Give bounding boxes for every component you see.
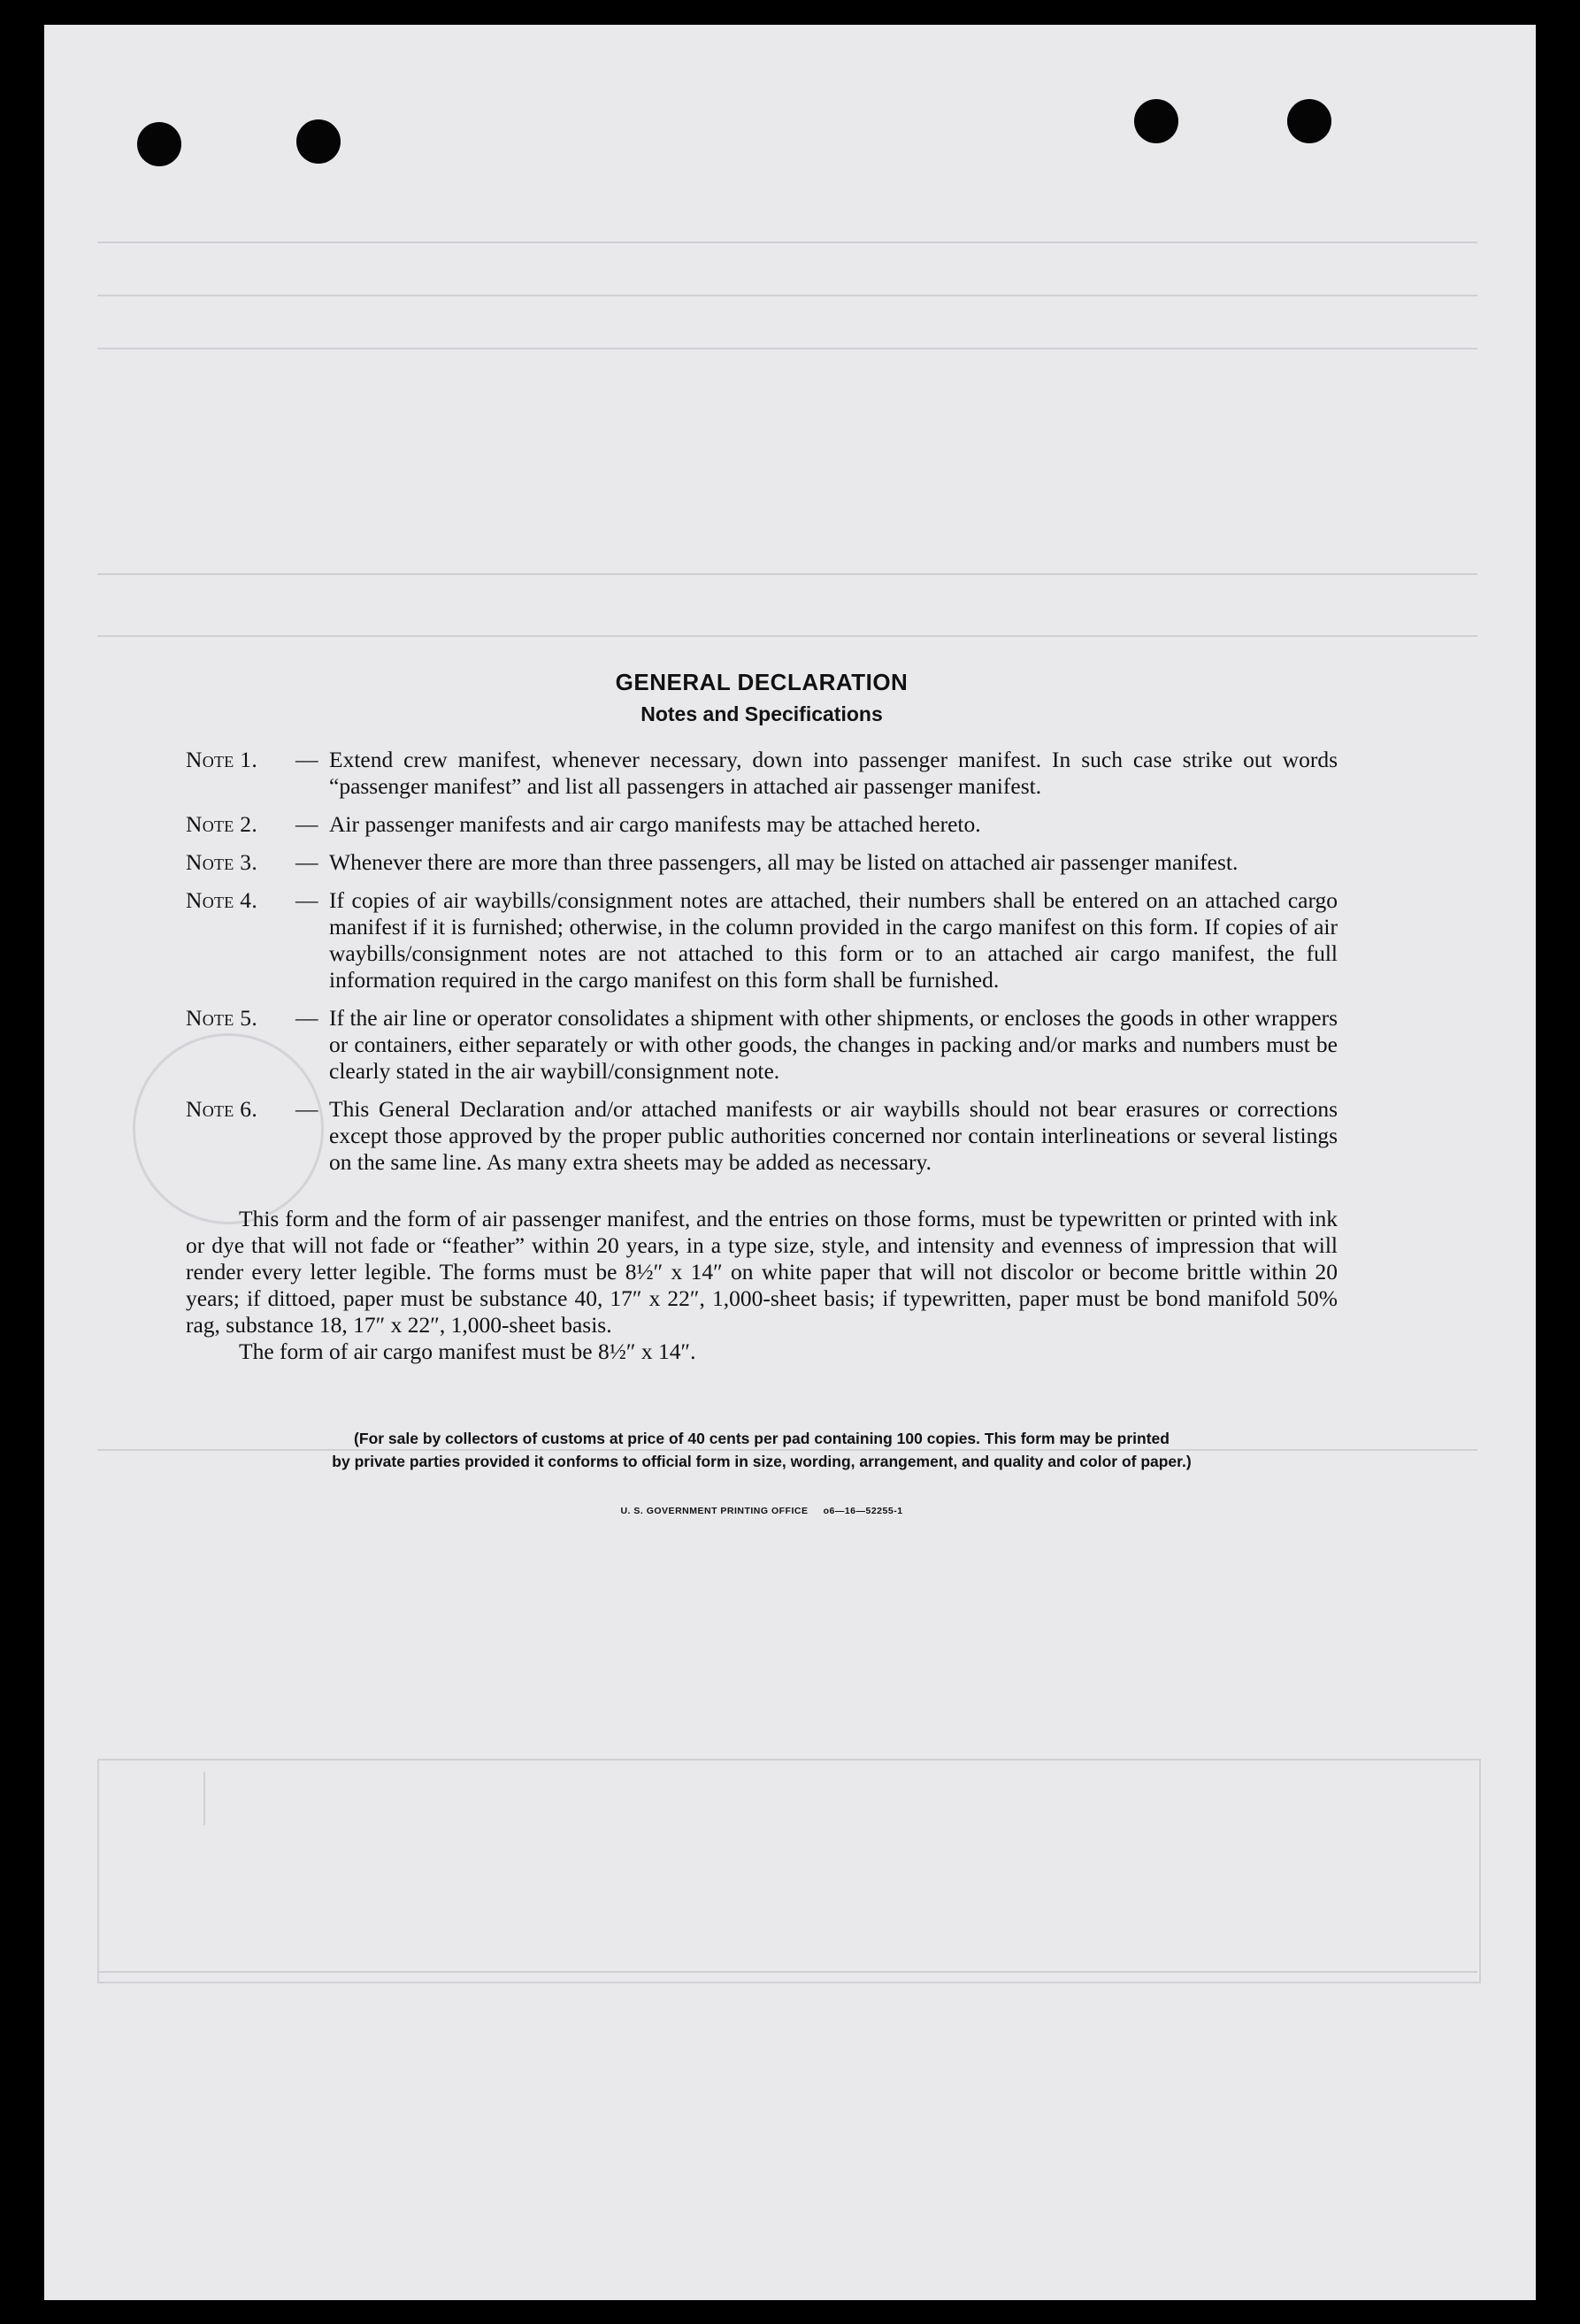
punch-hole-left-1	[137, 122, 181, 166]
note-2-text: — Air passenger manifests and air cargo manifests may be attached hereto.	[329, 811, 1338, 838]
document-subtitle: Notes and Specifications	[640, 702, 883, 725]
note-1-label: Note 1.	[186, 747, 258, 772]
note-4-text: — If copies of air waybills/consignment notes are attached, their numbers shall be entered on an attached cargo manifest if it is furnished; otherwise, in the column provided in the cargo manifest on this form. If copies of air waybills/consignment notes are not attached to this form or to an attached air cargo manifest, the full information required in the cargo manifest on this form shall be furnished.	[329, 887, 1338, 993]
note-2	[186, 811, 1338, 838]
punch-hole-right-1	[1134, 99, 1178, 143]
note-6-label: Note 6.	[186, 1096, 258, 1122]
note-3-label: Note 3.	[186, 849, 258, 875]
cargo-manifest-size: The form of air cargo manifest must be 8½″ x 14″.	[239, 1338, 696, 1364]
specification-paragraph: This form and the form of air passenger manifest, and the entries on those forms, must be typewritten or printed with ink or dye that will not fade or “feather” within 20 years, in a type size, style, and intensity and evenness of impression that will render every letter legible. The forms must be 8½″ x 14″ on white paper that will not discolor or become brittle within 20 years; if dittoed, paper must be substance 40, 17″ x 22″, 1,000-sheet basis; if typewritten, paper must be bond manifold 50% rag, substance 18, 17″ x 22″, 1,000-sheet basis.	[186, 1206, 1338, 1338]
note-2-label: Note 2.	[186, 811, 258, 837]
note-1	[186, 747, 1338, 800]
document-page	[44, 25, 1536, 2300]
note-3-text: — Whenever there are more than three passengers, all may be listed on attached air passenger manifest.	[329, 849, 1338, 876]
document-title: GENERAL DECLARATION	[615, 669, 909, 695]
note-6-text: — This General Declaration and/or attached manifests or air waybills should not bear erasures or corrections except those approved by the proper public authorities concerned nor contain interlineations or several listings on the same line. As many extra sheets may be added as necessary.	[329, 1096, 1338, 1176]
sale-notice-line-2: by private parties provided it conforms to official form in size, wording, arrangement, and quality and color of paper.)	[332, 1453, 1192, 1470]
note-5-label: Note 5.	[186, 1005, 258, 1031]
note-4-label: Note 4.	[186, 887, 258, 913]
note-5	[186, 1005, 1338, 1085]
note-1-text: — Extend crew manifest, whenever necessary, down into passenger manifest. In such case strike out words “passenger manifest” and list all passengers in attached air passenger manifest.	[329, 747, 1338, 800]
punch-hole-left-2	[296, 119, 341, 164]
note-5-text: — If the air line or operator consolidates a shipment with other shipments, or encloses the goods in other wrappers or containers, either separately or with other goods, the changes in packing and/or marks and numbers must be clearly stated in the air waybill/consignment note.	[329, 1005, 1338, 1085]
note-4	[186, 887, 1338, 993]
printing-office-line: U. S. GOVERNMENT PRINTING OFFICE o6—16—52255-1	[620, 1506, 903, 1516]
note-3	[186, 849, 1338, 876]
sale-notice-line-1: (For sale by collectors of customs at price of 40 cents per pad containing 100 copies. This form may be printed	[354, 1430, 1170, 1447]
note-6	[186, 1096, 1338, 1176]
sale-notice	[186, 1427, 1338, 1473]
notes-content	[186, 669, 1338, 1524]
punch-hole-right-2	[1287, 99, 1331, 143]
